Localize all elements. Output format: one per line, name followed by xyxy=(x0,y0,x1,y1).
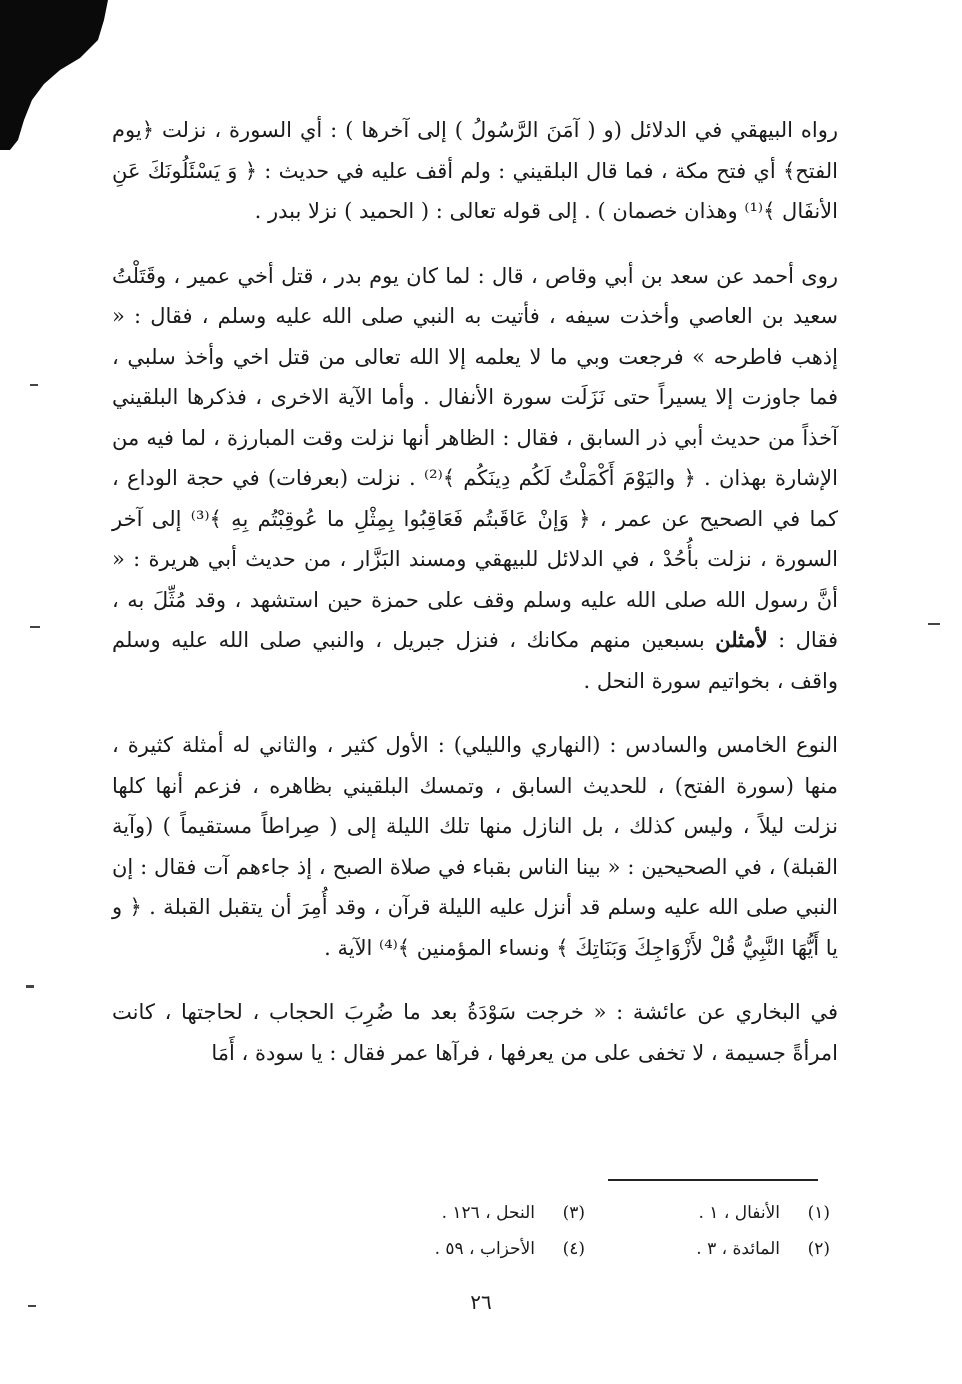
paragraph-3: النوع الخامس والسادس : (النهاري والليلي) : الأول كثير ، والثاني له أمثلة كثيرة ، منها (سورة الفتح) ، للحديث السابق ، وتمسك البلقيني بظاهره ، فزعم أنها كلها نزلت ليلاً ، وليس كذلك ، بل النازل منها تلك الليلة إلى ( صِراطاً مستقيماً ) (وآية القبلة) ، في الصحيحين : « بينا الناس بقباء في صلاة الصبح ، إذ جاءهم آت فقال : إن النبي صلى الله عليه وسلم قد أنزل عليه الليلة قرآن ، وقد أُمِرَ أن يتقبل القبلة . ﴿ و يا أَيُّهَا النَّبِيُّ قُلْ لأَزْوَاجِكَ وَبَنَاتِكَ ﴾ ونساء المؤمنين ﴾⁽⁴⁾ الآية . xyxy=(112,733,838,960)
footnote-number: (١) xyxy=(807,1203,830,1223)
footnote-text: الأنفال ، ١ . xyxy=(698,1203,780,1223)
paragraph-2 xyxy=(112,256,838,702)
paragraph-2-bold-word: لأمثلن xyxy=(715,627,768,652)
footnote-divider xyxy=(608,1179,818,1181)
footnote-2 xyxy=(585,1239,830,1259)
scan-speck xyxy=(30,384,38,386)
page-body xyxy=(112,110,838,1097)
footnote-number: (٢) xyxy=(807,1239,830,1259)
paragraph-4: في البخاري عن عائشة : « خرجت سَوْدَةُ بعد ما ضُرِبَ الحجاب ، لحاجتها ، كانت امرأةً جسيمة ، لا تخفى على من يعرفها ، فرآها عمر فقال : يا سودة ، أَمَا xyxy=(112,1000,838,1065)
footnote-row xyxy=(340,1231,830,1267)
footnote-row xyxy=(340,1195,830,1231)
footnote-text: النحل ، ١٢٦ . xyxy=(441,1203,535,1223)
scan-speck xyxy=(30,626,40,628)
footnote-text: الأحزاب ، ٥٩ . xyxy=(434,1239,535,1259)
footnote-number: (٤) xyxy=(562,1239,585,1259)
scan-blot-shape xyxy=(0,0,110,150)
paragraph-2-text: روى أحمد عن سعد بن أبي وقاص ، قال : لما كان يوم بدر ، قتل أخي عمير ، وقَتَلْتُ سعيد بن العاصي وأخذت سيفه ، فأتيت به النبي صلى الله عليه وسلم ، فقال : « إذهب فاطرحه » فرجعت وبي ما لا يعلمه إلا الله تعالى من قتل اخي وأخذ سلبي ، فما جاوزت إلا يسيراً حتى نَزَلَت سورة الأنفال . وأما الآية الاخرى ، فذكرها البلقيني آخذاً من حديث أبي ذر السابق ، فقال : الظاهر أنها نزلت وقت المبارزة ، لما فيه من الإشارة بهذان . ﴿ واليَوْمَ أَكْمَلْتُ لَكُم دِينَكُم ﴾⁽²⁾ . نزلت (بعرفات) في حجة الوداع ، كما في الصحيح عن عمر ، ﴿ وَإنْ عَاقَبتُم فَعَاقِبُوا بِمِثْلِ ما عُوقِبْتُم بِهِ ﴾⁽³⁾ إلى آخر السورة ، نزلت بأُحُدْ ، في الدلائل للبيهقي ومسند البَزَّار ، من حديث أبي هريرة : « أنَّ رسول الله صلى الله عليه وسلم وقف على حمزة حين استشهد ، وقد مُثِّلَ به ، فقال : xyxy=(112,263,838,652)
footnote-4 xyxy=(340,1239,585,1259)
footnote-number: (٣) xyxy=(562,1203,585,1223)
page-number: ٢٦ xyxy=(470,1290,492,1314)
scan-speck xyxy=(928,623,940,625)
paragraph-1: رواه البيهقي في الدلائل (و ( آمَنَ الرَّسُولُ ) إلى آخرها ) : أي السورة ، نزلت ﴿يوم الفتح﴾ أي فتح مكة ، فما قال البلقيني : ولم أقف عليه في حديث : ﴿ وَ يَسْئَلُونَكَ عَنِ الأنفَال ﴾⁽¹⁾ وهذان خصمان ) . إلى قوله تعالى : ( الحميد ) نزلا ببدر . xyxy=(112,118,838,223)
footnote-1 xyxy=(585,1203,830,1223)
footnotes xyxy=(340,1195,830,1267)
paragraph-2-tail: بسبعين منهم مكانك ، فنزل جبريل ، والنبي صلى الله عليه وسلم واقف ، بخواتيم سورة النحل . xyxy=(112,628,838,693)
scan-speck xyxy=(28,1305,36,1307)
footnote-text: المائدة ، ٣ . xyxy=(696,1239,780,1259)
footnote-3 xyxy=(340,1203,585,1223)
scan-speck xyxy=(26,985,34,988)
